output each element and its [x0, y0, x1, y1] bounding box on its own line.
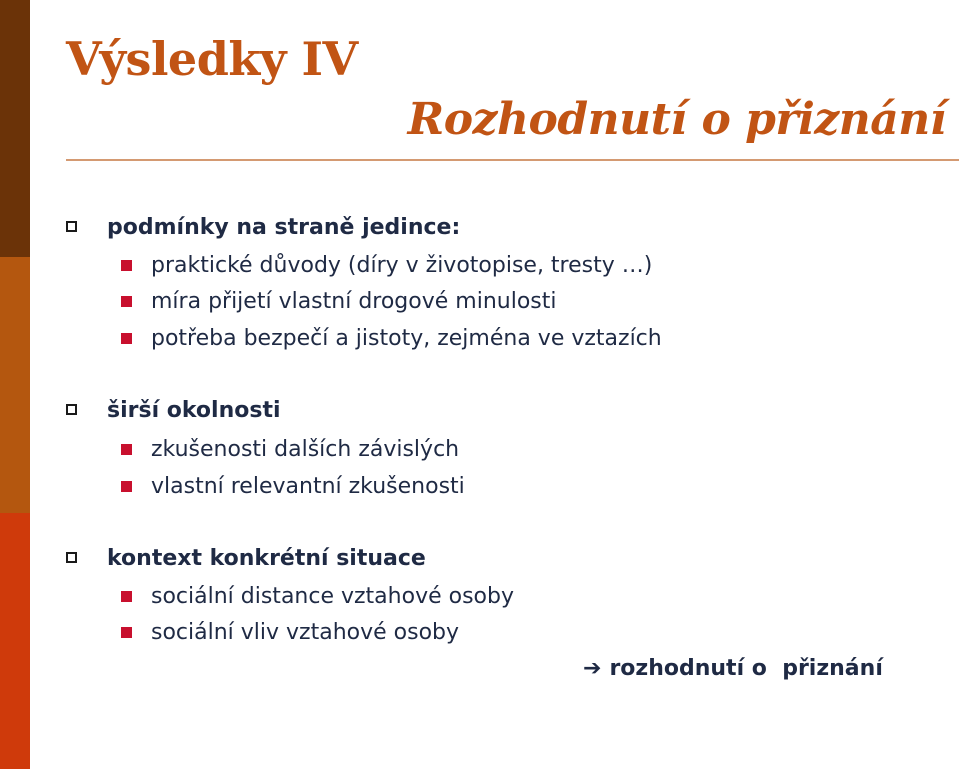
slide-title: Výsledky IV: [66, 32, 358, 86]
section-heading-text: podmínky na straně jedince:: [107, 215, 461, 240]
section-heading-text: kontext konkrétní situace: [107, 546, 426, 571]
conclusion-text: rozhodnutí o přiznání: [609, 656, 883, 681]
list-item-text: míra přijetí vlastní drogové minulosti: [151, 289, 557, 314]
list-item-text: potřeba bezpečí a jistoty, zejména ve vztazích: [151, 326, 662, 351]
right-arrow-icon: ➔: [583, 656, 602, 681]
filled-square-bullet-icon: [121, 481, 132, 492]
hollow-square-bullet-icon: [66, 221, 77, 232]
conclusion: [583, 658, 883, 680]
list-item-text: praktické důvody (díry v životopise, tresty …): [151, 253, 653, 278]
section-heading-text: širší okolnosti: [107, 398, 281, 423]
filled-square-bullet-icon: [121, 260, 132, 271]
list-item-text: zkušenosti dalších závislých: [151, 437, 460, 462]
filled-square-bullet-icon: [121, 333, 132, 344]
list-item-text: sociální vliv vztahové osoby: [151, 620, 460, 645]
hollow-square-bullet-icon: [66, 552, 77, 563]
list-item-text: sociální distance vztahové osoby: [151, 584, 514, 609]
list-item-text: vlastní relevantní zkušenosti: [151, 474, 465, 499]
filled-square-bullet-icon: [121, 444, 132, 455]
hollow-square-bullet-icon: [66, 404, 77, 415]
filled-square-bullet-icon: [121, 296, 132, 307]
slide-subtitle: Rozhodnutí o přiznání: [407, 94, 946, 145]
filled-square-bullet-icon: [121, 591, 132, 602]
filled-square-bullet-icon: [121, 627, 132, 638]
